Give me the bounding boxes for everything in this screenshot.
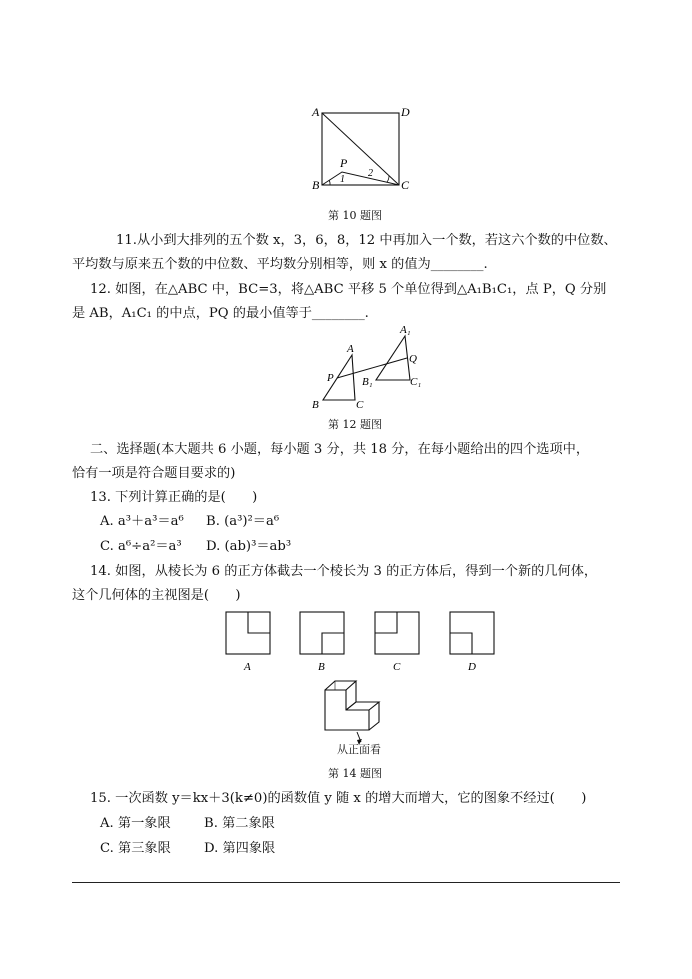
q14-choice-d-label: D xyxy=(468,661,476,673)
q14-line-2: 这个几何体的主视图是( ) xyxy=(72,588,241,603)
fig12-label-p: P xyxy=(327,372,334,384)
q14-choice-b-label: B xyxy=(318,661,325,673)
fig10-angle-2: 2 xyxy=(368,168,373,179)
q14-choice-a-view xyxy=(226,612,270,654)
fig12-label-c: C xyxy=(356,399,364,411)
page-bottom-rule xyxy=(72,882,620,883)
fig10-label-b: B xyxy=(312,178,320,192)
fig12-label-a: A xyxy=(347,343,354,355)
fig10-angle-1: 1 xyxy=(340,174,345,185)
fig10-label-c: C xyxy=(401,178,410,192)
q13-option-d: D. (ab)³＝ab³ xyxy=(206,539,292,554)
q14-choice-figures xyxy=(220,606,500,676)
q15-stem: 15. 一次函数 y＝kx＋3(k≠0)的函数值 y 随 x 的增大而增大，它的图象不经过( ) xyxy=(90,791,587,806)
fig12-label-q: Q xyxy=(409,353,417,365)
fig10-label-a: A xyxy=(312,105,320,119)
q14-choice-c-label: C xyxy=(393,661,401,673)
fig14-caption: 第 14 题图 xyxy=(328,767,382,780)
q15-option-b: B. 第二象限 xyxy=(204,816,275,831)
q12-line-2: 是 AB，A₁C₁ 的中点，PQ 的最小值等于________. xyxy=(72,306,369,321)
q14-choice-b-view xyxy=(300,612,344,654)
q14-choice-a-label: A xyxy=(244,661,251,673)
q15-option-d: D. 第四象限 xyxy=(204,841,276,856)
figure-10 xyxy=(300,100,420,200)
q11-line-1: 11.从小到大排列的五个数 x，3，6，8，12 中再加入一个数，若这六个数的中位数、 xyxy=(116,233,617,248)
q14-view-direction-label: 从正面看 xyxy=(337,743,381,756)
q13-option-c: C. a⁶÷a²＝a³ xyxy=(100,539,182,554)
q14-line-1: 14. 如图，从棱长为 6 的正方体截去一个棱长为 3 的正方体后，得到一个新的几何体， xyxy=(90,564,598,579)
fig10-label-p: P xyxy=(340,156,348,170)
q11-line-2: 平均数与原来五个数的中位数、平均数分别相等，则 x 的值为________. xyxy=(72,257,488,272)
q12-line-1: 12. 如图，在△ABC 中，BC=3，将△ABC 平移 5 个单位得到△A₁B₁C₁，点 P，Q 分别 xyxy=(90,282,607,297)
section-2-heading-line-1: 二、选择题(本大题共 6 小题，每小题 3 分，共 18 分，在每小题给出的四个选项中， xyxy=(90,442,590,457)
q15-option-c: C. 第三象限 xyxy=(100,841,171,856)
q15-option-a: A. 第一象限 xyxy=(100,816,171,831)
q13-option-a: A. a³＋a³＝a⁶ xyxy=(100,514,184,529)
q14-choice-c-view xyxy=(375,612,419,654)
fig12-label-a1: A₁ xyxy=(400,324,411,336)
fig10-label-d: D xyxy=(401,105,410,119)
fig12-caption: 第 12 题图 xyxy=(328,418,382,431)
fig10-caption: 第 10 题图 xyxy=(328,209,382,222)
q13-option-b: B. (a³)²＝a⁶ xyxy=(206,514,280,529)
figure-12 xyxy=(300,322,440,412)
q13-stem: 13. 下列计算正确的是( ) xyxy=(90,490,258,505)
section-2-heading-line-2: 恰有一项是符合题目要求的) xyxy=(72,466,236,481)
q14-choice-d-view xyxy=(450,612,494,654)
fig12-label-b: B xyxy=(312,399,319,411)
fig12-label-c1: C₁ xyxy=(410,376,422,388)
fig12-label-b1: B₁ xyxy=(362,376,373,388)
